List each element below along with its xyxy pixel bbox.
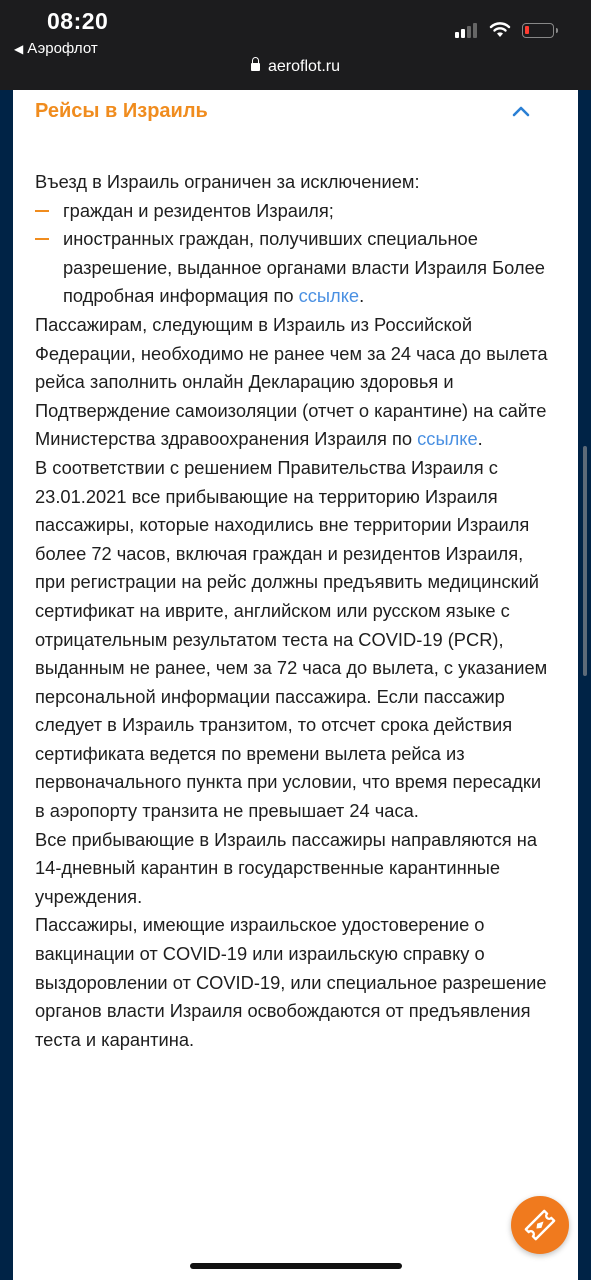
dash-bullet-icon — [35, 238, 49, 240]
list-item — [35, 225, 555, 311]
list-item — [35, 197, 555, 226]
back-triangle-icon: ◀ — [14, 42, 24, 56]
accordion-panel — [13, 90, 578, 1280]
page-background-left — [0, 90, 13, 1280]
home-indicator[interactable] — [190, 1263, 402, 1269]
status-time: 08:20 — [47, 8, 109, 34]
paragraph-declaration — [35, 311, 555, 454]
accordion-title[interactable]: Рейсы в Израиль — [35, 100, 208, 122]
paragraph-vaccination: Пассажиры, имеющие израильское удостоверение о вакцинации от COVID-19 или израильскую справку о выздоровлении от COVID-19, или специальное разрешение органов власти Израиля освобождаются от предъявления теста и карантина. — [35, 914, 547, 1050]
ticket-fab-button[interactable] — [511, 1196, 569, 1254]
address-bar[interactable] — [0, 58, 591, 76]
info-link[interactable]: ссылке — [298, 285, 360, 307]
status-bar — [0, 0, 591, 90]
paragraph-text: Пассажирам, следующим в Израиль из Российской Федерации, необходимо не ранее чем за 24 часа до вылета рейса заполнить онлайн Декларацию здоровья и Подтверждение самоизоляции (отчет о карантине) на сайте Министерства здравоохранения Израиля по — [35, 313, 548, 450]
paragraph-covid-test: В соответствии с решением Правительства Израиля с 23.01.2021 все прибывающие на территорию Израиля пассажиры, которые находились вне территории Израиля более 72 часов, включая граждан и резидентов Израиля, при регистрации на рейс должны предъявить медицинский сертификат на иврите, английском или русском языке с отрицательным результатом теста на COVID-19 (PCR), выданным не ранее, чем за 72 часа до вылета, с указанием персональной информации пассажира. Если пассажир следует в Израиль транзитом, то отсчет срока действия сертификата ведется по времени вылета рейса из первоначального пункта при условии, что время пересадки в аэропорту транзита не превышает 24 часа. — [35, 456, 548, 822]
url-text: aeroflot.ru — [267, 58, 341, 75]
list-item-text: иностранных граждан, получивших специальное разрешение, выданное органами власти Израиля Более подробная информация по — [63, 228, 545, 307]
dash-bullet-icon — [35, 210, 49, 212]
chevron-up-icon[interactable] — [511, 104, 531, 118]
lock-icon — [251, 63, 260, 71]
back-to-app-link[interactable] — [14, 40, 98, 57]
ticket-icon — [511, 1196, 569, 1254]
accordion-content — [35, 168, 555, 1054]
list-item-suffix: . — [359, 285, 365, 307]
cellular-signal-icon — [455, 22, 481, 38]
list-item-text: граждан и резидентов Израиля; — [63, 199, 334, 221]
wifi-icon — [488, 20, 512, 38]
back-app-label: Аэрофлот — [27, 40, 98, 57]
paragraph-quarantine: Все прибывающие в Израиль пассажиры направляются на 14-дневный карантин в государственные карантинные учреждения. — [35, 828, 538, 907]
page-background-right — [578, 90, 591, 1280]
paragraph-suffix: . — [477, 428, 483, 450]
health-declaration-link[interactable]: ссылке — [417, 428, 478, 450]
battery-icon — [522, 23, 554, 38]
scrollbar[interactable] — [583, 446, 587, 676]
intro-text: Въезд в Израиль ограничен за исключением: — [35, 171, 420, 192]
